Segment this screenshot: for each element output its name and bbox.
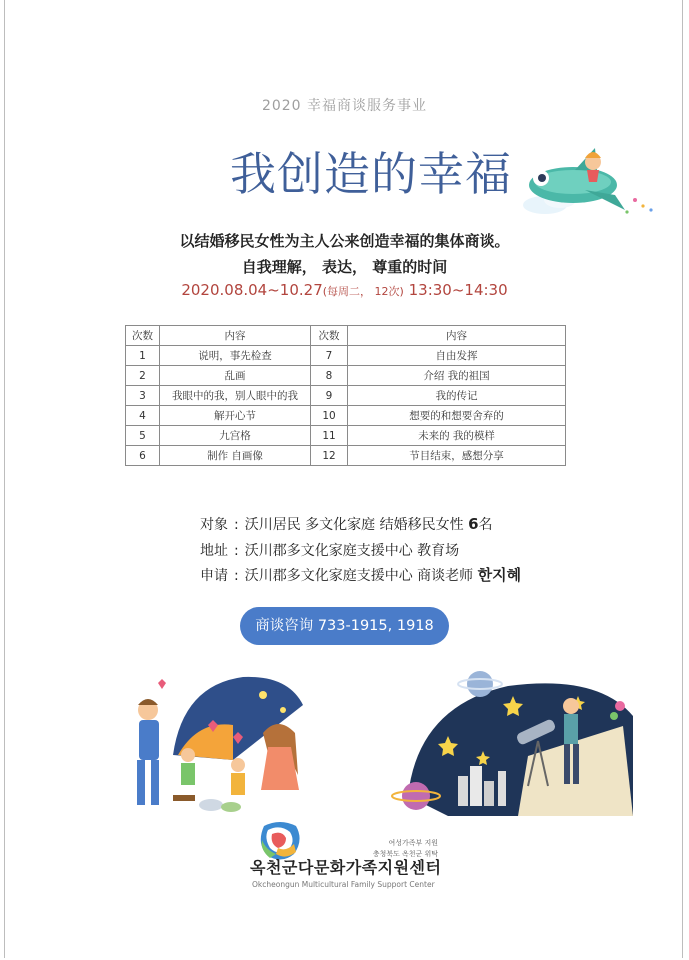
table-row (126, 346, 566, 366)
info-colon: : (234, 568, 239, 584)
header-subtitle: 2020 幸福商谈服务事业 (261, 98, 428, 114)
session-content: 解开心节 (160, 406, 311, 426)
sponsor-line-1: 여성가족부 지원 (388, 839, 438, 847)
organization-name-korean: 옥천군다문화가족지원센터 (250, 858, 442, 877)
header-content-1: 内容 (160, 326, 311, 346)
session-number: 3 (126, 386, 160, 406)
info-value: 沃川郡多文化家庭支援中心 教育场 (244, 543, 460, 559)
date-line (0, 281, 689, 299)
session-number: 2 (126, 366, 160, 386)
lead-line-2: 自我理解， 表达， 尊重的时间 (241, 258, 448, 276)
info-apply (200, 564, 521, 585)
session-content: 我眼中的我，别人眼中的我 (160, 386, 311, 406)
target-unit: 名 (478, 517, 493, 533)
session-content: 自由发挥 (348, 346, 566, 366)
organization-name-english: Okcheongun Multicultural Family Support Center (252, 880, 435, 889)
info-colon: : (234, 543, 239, 559)
target-count: 6 (468, 515, 479, 533)
header-content-2: 内容 (348, 326, 566, 346)
session-content: 乱画 (160, 366, 311, 386)
contact-button[interactable]: 商谈咨询 733-1915, 1918 (240, 607, 449, 645)
info-target (200, 514, 493, 534)
session-number: 12 (311, 446, 348, 466)
table-row (126, 406, 566, 426)
date-range: 2020.08.04~10.27 (181, 281, 323, 299)
session-content: 九宫格 (160, 426, 311, 446)
main-title: 我创造的幸福 (230, 147, 512, 201)
sponsor-line-2: 충청북도 옥천군 위탁 (372, 850, 438, 858)
session-number: 5 (126, 426, 160, 446)
session-content: 我的传记 (348, 386, 566, 406)
counselor-name: 한지혜 (477, 566, 522, 584)
session-number: 9 (311, 386, 348, 406)
family-painting-illustration (113, 665, 338, 825)
session-content: 节目结束，感想分享 (348, 446, 566, 466)
session-number: 7 (311, 346, 348, 366)
time-range: 13:30~14:30 (408, 281, 508, 299)
info-label: 地址 (200, 543, 228, 559)
lead-line-1: 以结婚移民女性为主人公来创造幸福的集体商谈。 (179, 232, 510, 250)
session-number: 11 (311, 426, 348, 446)
session-content: 未来的 我的模样 (348, 426, 566, 446)
info-colon: : (234, 517, 239, 533)
info-label: 申请 (200, 568, 228, 584)
session-number: 10 (311, 406, 348, 426)
info-value: 沃川居民 多文化家庭 结婚移民女性 (244, 517, 464, 533)
session-number: 6 (126, 446, 160, 466)
schedule-header-row (126, 326, 566, 346)
table-row (126, 426, 566, 446)
info-value: 沃川郡多文化家庭支援中心 商谈老师 (244, 568, 474, 584)
session-number: 4 (126, 406, 160, 426)
header-session-2: 次数 (311, 326, 348, 346)
session-number: 8 (311, 366, 348, 386)
schedule-table (125, 325, 566, 466)
session-number: 1 (126, 346, 160, 366)
table-row (126, 446, 566, 466)
table-row (126, 366, 566, 386)
session-content: 介绍 我的祖国 (348, 366, 566, 386)
session-content: 想要的和想要舍弃的 (348, 406, 566, 426)
date-note: (每周二， 12次) (322, 285, 404, 298)
info-address (200, 540, 459, 560)
session-content: 说明，事先检查 (160, 346, 311, 366)
info-label: 对象 (200, 517, 228, 533)
airplane-illustration (515, 140, 660, 230)
header-session-1: 次数 (126, 326, 160, 346)
session-content: 制作 自画像 (160, 446, 311, 466)
table-row (126, 386, 566, 406)
stargazer-illustration (388, 666, 643, 831)
